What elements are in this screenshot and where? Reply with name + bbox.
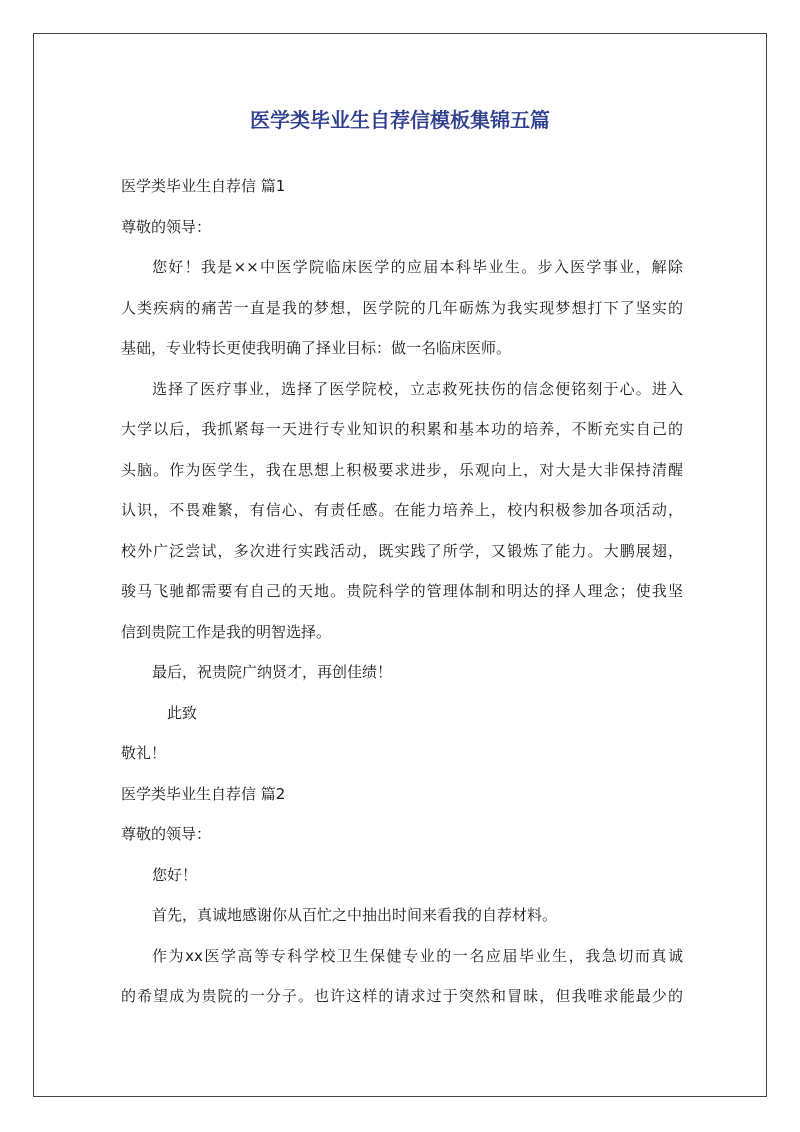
paragraph-line: 首先，真诚地感谢你从百忙之中抽出时间来看我的自荐材料。 [152,906,558,924]
paragraph-line: 大学以后，我抓紧每一天进行专业知识的积累和基本功的培养，不断充实自己的 [121,420,683,438]
paragraph-line: 认识，不畏难繁，有信心、有责任感。在能力培养上，校内积极参加各项活动， [121,501,683,519]
section-heading-1: 医学类毕业生自荐信 篇1 [121,177,286,195]
closing-jingli: 敬礼！ [121,744,167,762]
closing-cizhi: 此致 [167,703,198,722]
paragraph-line: 信到贵院工作是我的明智选择。 [121,622,332,641]
paragraph-line: 的希望成为贵院的一分子。也许这样的请求过于突然和冒昧，但我唯求能最少的 [121,987,683,1005]
paragraph-line: 作为xx医学高等专科学校卫生保健专业的一名应届毕业生，我急切而真诚 [152,946,683,965]
paragraph-line: 基础，专业特长更使我明确了择业目标：做一名临床医师。 [121,339,512,357]
paragraph-line: 骏马飞驰都需要有自己的天地。贵院科学的管理体制和明达的择人理念；使我坚 [121,582,683,600]
greeting: 您好！ [152,865,198,884]
paragraph-line: 选择了医疗事业，选择了医学院校，立志救死扶伤的信念便铭刻于心。进入 [152,379,683,398]
paragraph-line: 人类疾病的痛苦一直是我的梦想，医学院的几年砺炼为我实现梦想打下了坚实的 [121,298,683,317]
closing-wish: 最后，祝贵院广纳贤才，再创佳绩！ [152,663,393,681]
document-title: 医学类毕业生自荐信模板集锦五篇 [250,108,550,132]
paragraph-line: 头脑。作为医学生，我在思想上积极要求进步，乐观向上，对大是大非保持清醒 [121,460,683,479]
salutation: 尊敬的领导： [121,217,212,236]
paragraph-line: 您好！我是××中医学院临床医学的应届本科毕业生。步入医学事业，解除 [152,258,683,276]
document-body [121,166,683,1017]
salutation: 尊敬的领导： [121,825,212,843]
paragraph-line: 校外广泛尝试，多次进行实践活动，既实践了所学，又锻炼了能力。大鹏展翅， [121,541,683,560]
section-heading-2: 医学类毕业生自荐信 篇2 [121,784,286,803]
